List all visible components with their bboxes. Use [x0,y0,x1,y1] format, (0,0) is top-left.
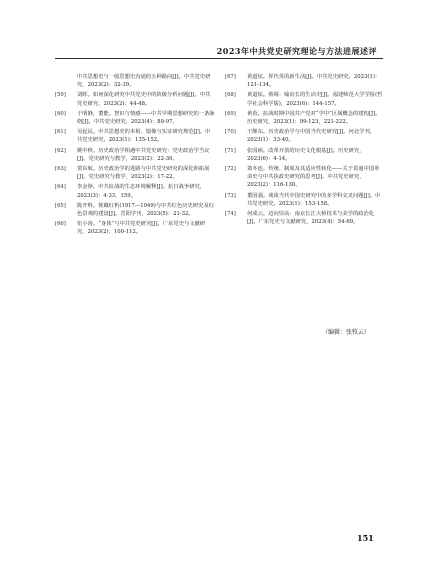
reference-item [55,128,215,144]
reference-item [225,73,383,89]
reference-number: [74] [225,211,236,218]
reference-text: 中共思想史与一般思想史沟通的五种路向[J]。中共党史研究，2023(2)：32-39。 [77,74,211,89]
reference-number: [65] [55,202,66,209]
reference-text: 何成云。迈向崇高：南京长江大桥技术与美学的政治化[J]。广东党史与文献研究，2023(4)：54-69。 [247,211,375,226]
reference-item [225,192,383,208]
reference-number: [68] [225,92,236,99]
reference-text: 董国强。谈谈当代中国史研究中的多学科交叉问题[J]。中共党史研究，2023(1)：153-158。 [247,192,381,207]
reference-item [55,220,215,236]
reference-number: [59] [55,92,66,99]
reference-number: [73] [225,192,236,199]
reference-number: [70] [225,129,236,136]
reference-number [55,73,77,89]
reference-text: 王继东。历史政治学与中国当代史研究[J]。河北学刊，2023(1)：33-40。 [247,129,376,144]
page-number: 151 [357,533,374,543]
reference-text: 萧冬连。传统、制度及其适应性转化——关于贯通中国革命史与中共执政史研究的思考[J]。中共党史研究，2023(2)：116-130。 [247,166,380,189]
reference-item [55,73,215,89]
reference-number: [63] [55,166,66,173]
reference-item [55,91,215,107]
reference-text: 刘晖。如何深化研究中共党史中的阶级分析问题[J]。中共党史研究，2023(2)：44-48。 [77,92,211,107]
reference-text: 陈开科。彼藏红析(1917—1949)与中共红色历史研究及红色景观的建设[J]。晋阳学刊，2023(5)：21-32。 [77,202,215,218]
reference-item [225,210,383,226]
reference-text: 黄道炫。蔡幂：喻谊长的生活史[J]。福建师范大学学报(哲学社会科学版)，2023(6)：144-157。 [247,92,383,107]
reference-number: [69] [225,110,236,117]
reference-text: 李金铮。中共抗战的生态环境解释[J]。抗日战争研究，2023(3)：4-33，159。 [77,184,206,199]
reference-number: [71] [225,147,236,154]
reference-text: 伍小涛。“身体”与中共党史研究[J]。广东党史与文献研究，2023(2)：100-112。 [77,221,206,236]
reference-text: 姚中秋。历史政治学相遇中共党史研究：党史政治学当议[J]。党史研究与教学，2023(2)：22-30。 [77,147,210,162]
reference-number: [67] [225,74,236,80]
reference-item [55,165,215,181]
reference-number: [66] [55,221,66,228]
editor-note: （编辑：张牧云） [322,329,371,336]
reference-number: [72] [225,166,236,173]
reference-text: 于明静，董能。智识与情感——中共早期思想研究的一条脉络[J]。中共党史研究，2023(4)：89-97。 [77,110,215,126]
reference-item [55,202,215,218]
reference-item [55,110,215,126]
reference-text: 黄道炫。挥代英的新生活[J]。中共党史研究，2023(1)：121-134。 [247,74,381,89]
reference-number: [61] [55,129,66,136]
reference-number: [64] [55,184,66,191]
reference-text: 张国祯。改革开放的历史文化根基[J]。历史研究，2023(6)：4-14。 [247,147,365,162]
reference-item [225,110,383,126]
reference-number: [62] [55,147,66,154]
reference-item [225,147,383,163]
right-reference-column [225,73,383,228]
reference-text: 贺东航。历史政治学的进路与中共党史研究的深化和拓展[J]。党史研究与教学，2023(2)：17-22。 [77,166,210,181]
reference-item [225,128,383,144]
reference-item [55,147,215,163]
reference-item [225,165,383,190]
reference-item [225,91,383,107]
reference-text: 黄蓓。抗战时期中国共产党对“学中”区域概念的建构[J]。历史研究，2023(1)：99-123，221-222。 [247,110,381,126]
reference-text: 吴起民。中共思想史的本相、镜像与实证研究规范[J]。中共党史研究，2023(1)：135-152。 [77,129,211,144]
running-header: 2023年中共党史研究理论与方法进展述评 [216,46,377,56]
reference-number: [60] [55,110,66,117]
left-reference-column [55,73,215,239]
reference-item [55,183,215,199]
header-rule [55,58,383,59]
